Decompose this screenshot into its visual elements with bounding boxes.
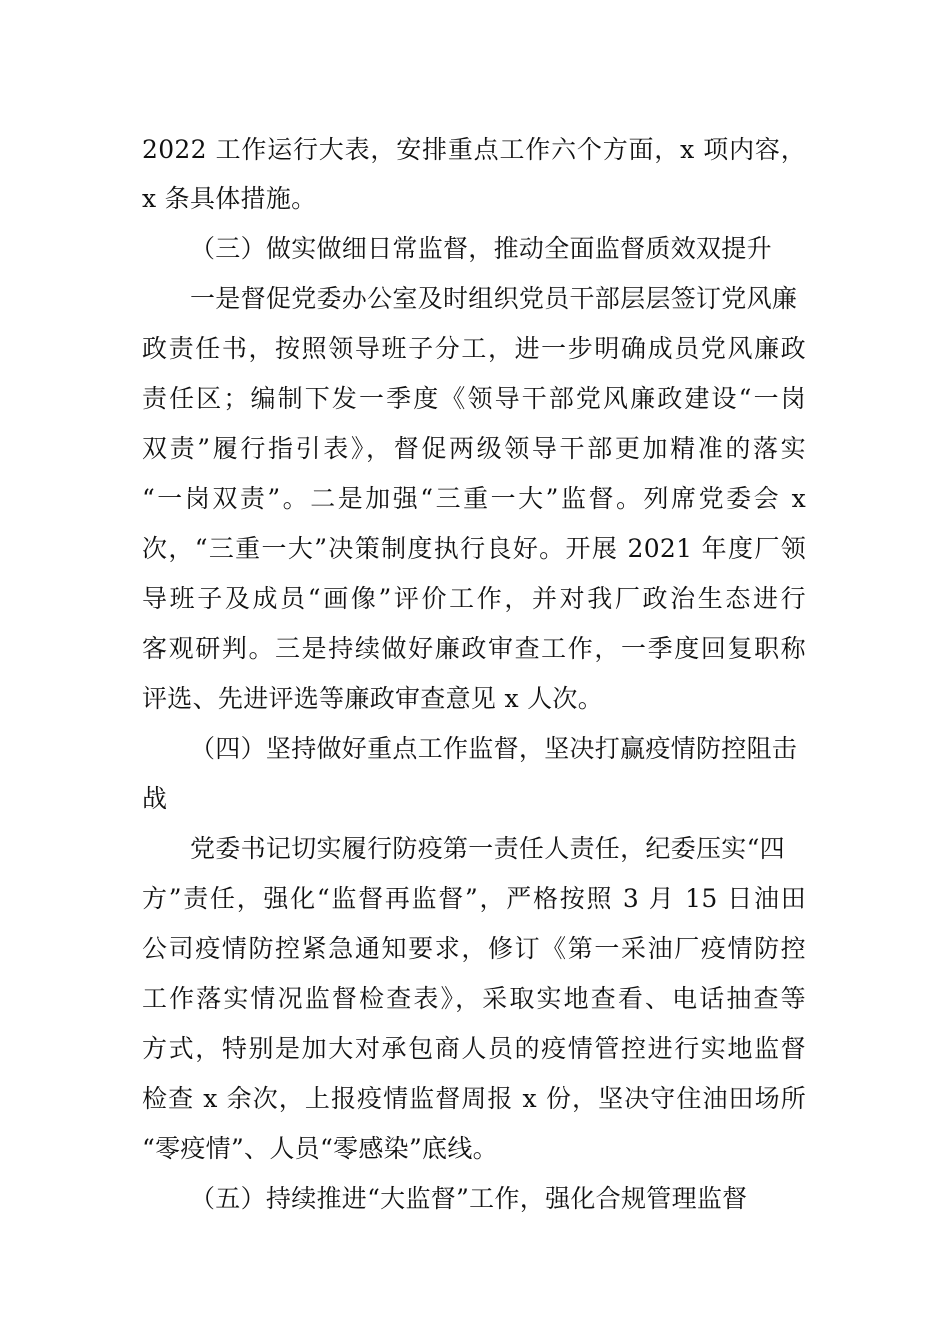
text-line: 方”责任，强化“监督再监督”，严格按照 3 月 15 日油田	[142, 884, 806, 913]
text-line: 2022 工作运行大表，安排重点工作六个方面，x 项内容，	[142, 135, 806, 164]
text-line: 双责”履行指引表》，督促两级领导干部更加精准的落实	[142, 434, 806, 463]
text-line: 检查 x 余次，上报疫情监督周报 x 份，坚决守住油田场所	[142, 1084, 806, 1113]
section-heading: （三）做实做细日常监督，推动全面监督质效双提升	[190, 234, 772, 263]
text-line: 工作落实情况监督检查表》，采取实地查看、电话抽查等	[142, 984, 806, 1013]
text-line: “一岗双责”。二是加强“三重一大”监督。列席党委会 x	[142, 484, 806, 513]
text-line: 次，“三重一大”决策制度执行良好。开展 2021 年度厂领	[142, 534, 806, 563]
text-line: 导班子及成员“画像”评价工作，并对我厂政治生态进行	[142, 584, 806, 613]
text-line: 党委书记切实履行防疫第一责任人责任，纪委压实“四	[190, 834, 785, 863]
text-line: 政责任书，按照领导班子分工，进一步明确成员党风廉政	[142, 334, 806, 363]
text-line: 方式，特别是加大对承包商人员的疫情管控进行实地监督	[142, 1034, 806, 1063]
text-line: 公司疫情防控紧急通知要求，修订《第一采油厂疫情防控	[142, 934, 806, 963]
text-line: “零疫情”、人员“零感染”底线。	[142, 1134, 498, 1163]
text-line: 评选、先进评选等廉政审查意见 x 人次。	[142, 684, 603, 713]
section-heading: （四）坚持做好重点工作监督，坚决打赢疫情防控阻击	[190, 734, 798, 763]
text-line: 责任区；编制下发一季度《领导干部党风廉政建设“一岗	[142, 384, 806, 413]
text-line: x 条具体措施。	[142, 184, 317, 213]
section-heading-continued: 战	[142, 784, 168, 813]
section-heading: （五）持续推进“大监督”工作，强化合规管理监督	[190, 1184, 748, 1213]
text-line: 一是督促党委办公室及时组织党员干部层层签订党风廉	[190, 284, 798, 313]
text-line: 客观研判。三是持续做好廉政审查工作，一季度回复职称	[142, 634, 806, 663]
